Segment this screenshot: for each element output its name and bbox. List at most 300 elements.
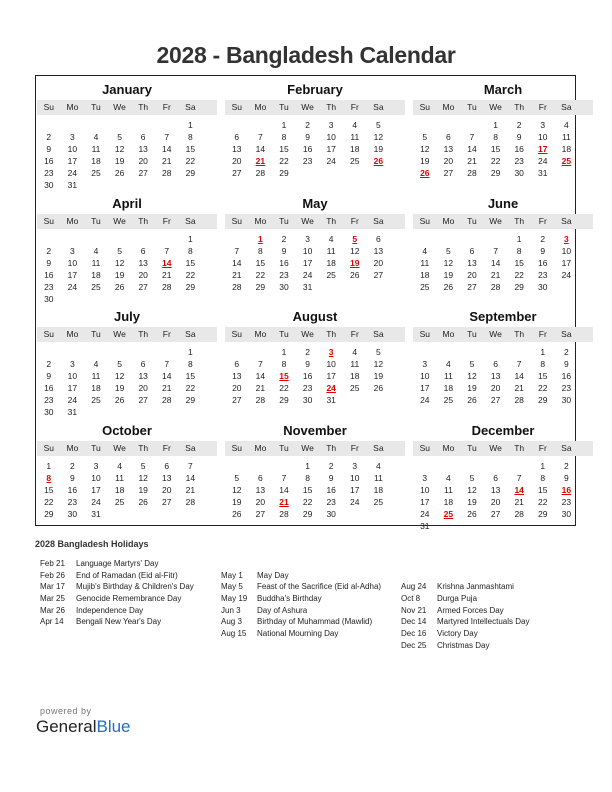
weekday-header: [37, 100, 217, 115]
day: 2: [305, 347, 310, 357]
day: 22: [279, 383, 289, 393]
holiday-column: [221, 570, 381, 640]
day: 14: [514, 371, 524, 381]
day: 30: [302, 395, 313, 405]
day: 14: [255, 144, 266, 154]
week-row: [37, 484, 217, 496]
day: 1: [187, 233, 193, 244]
day: 1: [493, 120, 498, 130]
day: 15: [44, 484, 54, 495]
day: 27: [162, 496, 172, 507]
day: 14: [279, 484, 289, 495]
day: 19: [373, 144, 384, 154]
day: 6: [375, 233, 381, 244]
logo-general: General: [36, 717, 97, 736]
month-name: April: [112, 195, 142, 211]
day: 3: [422, 359, 428, 369]
empty-day: [108, 508, 132, 520]
holiday-date: Nov 21: [401, 605, 427, 615]
empty-day: [437, 346, 461, 358]
day: 10: [67, 257, 78, 268]
day: 2: [70, 460, 75, 471]
holiday-date: Feb 26: [40, 570, 65, 580]
day: 2: [281, 233, 287, 244]
day: 17: [67, 383, 78, 393]
empty-day: [367, 167, 391, 179]
day: 5: [117, 245, 122, 256]
holiday-date: Mar 17: [40, 582, 65, 592]
day: 24: [67, 395, 78, 405]
day: 7: [493, 245, 498, 256]
day: 26: [467, 508, 477, 519]
day: 4: [93, 359, 99, 369]
day: 19: [138, 484, 148, 495]
empty-day: [37, 346, 61, 358]
day: 22: [279, 156, 289, 166]
day: 20: [443, 156, 454, 166]
day: 27: [373, 269, 384, 280]
week-row: [225, 508, 405, 520]
day: 14: [232, 257, 242, 268]
holiday-date: May 5: [221, 582, 243, 592]
day: 28: [490, 281, 501, 292]
empty-day: [367, 281, 391, 293]
week-row: [37, 358, 217, 370]
day: 19: [114, 156, 125, 166]
holiday-column: [401, 581, 529, 651]
day: 19: [467, 383, 477, 393]
day: 23: [538, 269, 548, 280]
week-row: [37, 245, 217, 257]
empty-day: [131, 346, 155, 358]
empty-day: [84, 346, 108, 358]
day: 19: [443, 269, 454, 280]
day: 24: [561, 269, 572, 280]
week-row: [413, 131, 593, 143]
day: 30: [279, 281, 289, 292]
holiday-name: Language Martyrs' Day: [76, 559, 159, 568]
day: 22: [538, 496, 548, 507]
day: 6: [140, 245, 146, 256]
day: 1: [187, 347, 193, 357]
day: 1: [540, 347, 546, 357]
week-row: [37, 155, 217, 167]
day: 29: [185, 168, 196, 178]
holiday-day: 14: [514, 484, 524, 495]
week-row: [225, 472, 405, 484]
day: 25: [326, 269, 336, 280]
calendar-grid: [35, 75, 576, 531]
day: 31: [302, 281, 313, 292]
weekday-label: Su: [43, 102, 54, 112]
weekday-label: Su: [231, 329, 242, 339]
day: 11: [443, 371, 453, 381]
empty-day: [460, 346, 484, 358]
weekday-label: We: [301, 215, 314, 226]
day: 8: [540, 359, 546, 369]
day: 11: [91, 371, 101, 381]
day: 12: [467, 371, 477, 381]
week-row: [225, 484, 405, 496]
holiday-day: 8: [46, 472, 52, 483]
day: 14: [490, 257, 501, 268]
day: 29: [490, 168, 501, 178]
weekday-label: Sa: [185, 102, 196, 112]
empty-day: [84, 233, 108, 245]
day: 28: [467, 168, 477, 178]
day: 26: [114, 168, 125, 178]
day: 3: [70, 245, 75, 256]
empty-day: [531, 520, 555, 532]
day: 23: [302, 156, 313, 166]
day: 11: [350, 359, 360, 369]
week-row: [37, 496, 217, 508]
holiday-name: End of Ramadan (Eid al-Fitr): [76, 570, 178, 580]
day: 24: [350, 496, 360, 507]
day: 31: [91, 508, 101, 519]
holiday-name: Martyred Intellectuals Day: [437, 617, 530, 627]
day: 1: [187, 120, 193, 130]
weekday-label: Tu: [279, 329, 289, 339]
day: 22: [302, 496, 313, 507]
day: 10: [91, 472, 101, 483]
day: 12: [350, 245, 360, 256]
weekday-header: [413, 327, 593, 342]
empty-day: [108, 119, 132, 131]
week-row: [413, 245, 593, 257]
day: 19: [373, 371, 384, 381]
week-row: [413, 269, 593, 281]
day: 9: [516, 132, 522, 142]
day: 26: [114, 281, 125, 292]
day: 23: [561, 496, 572, 507]
weekday-label: Fr: [350, 329, 359, 339]
day: 27: [232, 395, 242, 405]
day: 13: [255, 484, 266, 495]
day: 24: [538, 156, 548, 166]
weekday-label: Th: [326, 215, 337, 226]
day: 17: [420, 383, 430, 393]
weekday-label: Th: [138, 215, 149, 226]
day: 7: [469, 132, 475, 142]
empty-day: [179, 508, 203, 520]
day: 2: [305, 120, 310, 130]
day: 31: [326, 395, 336, 405]
day: 12: [373, 132, 384, 142]
day: 22: [185, 383, 196, 393]
day: 8: [493, 132, 498, 142]
empty-day: [413, 460, 437, 472]
month-name: September: [469, 309, 537, 324]
day: 18: [91, 156, 101, 166]
weekday-label: Mo: [66, 215, 79, 226]
weekday-label: Fr: [162, 102, 171, 112]
weekday-label: We: [113, 102, 126, 112]
holiday-day: 17: [538, 144, 548, 154]
day: 4: [422, 245, 428, 256]
day: 11: [350, 132, 360, 142]
weekday-header: [225, 441, 405, 456]
day: 3: [305, 233, 310, 244]
week-row: [225, 155, 405, 167]
week-row: [225, 370, 405, 382]
holiday-day: 25: [443, 508, 454, 519]
day: 18: [443, 496, 454, 507]
weekday-label: Fr: [350, 442, 359, 453]
week-row: [37, 394, 217, 406]
day: 17: [67, 156, 78, 166]
holiday-day: 24: [326, 383, 336, 393]
day: 15: [302, 484, 313, 495]
day: 15: [538, 371, 548, 381]
weekday-header: [37, 327, 217, 342]
empty-day: [225, 346, 249, 358]
day: 5: [117, 359, 122, 369]
day: 16: [279, 257, 289, 268]
day: 6: [493, 472, 498, 483]
holiday-item: [40, 581, 194, 593]
day: 4: [375, 460, 381, 471]
holiday-name: Feast of the Sacrifice (Eid al-Adha): [257, 582, 382, 592]
day: 7: [187, 460, 193, 471]
day: 15: [514, 257, 524, 268]
weekday-label: Tu: [91, 442, 101, 453]
weekday-label: We: [489, 102, 502, 112]
day: 28: [279, 508, 289, 519]
holiday-name: Christmas Day: [437, 640, 490, 650]
day: 21: [514, 383, 524, 393]
weekday-label: Tu: [467, 442, 477, 453]
holiday-date: Dec 14: [401, 617, 427, 627]
weekday-label: We: [489, 215, 502, 226]
day: 13: [373, 245, 384, 256]
weekday-label: Su: [231, 215, 242, 226]
day: 7: [281, 472, 287, 483]
day: 7: [516, 359, 522, 369]
day: 27: [138, 395, 148, 405]
week-row: [413, 119, 593, 131]
day: 15: [538, 484, 548, 495]
weekday-label: Tu: [279, 102, 289, 112]
weekday-label: Su: [231, 102, 242, 112]
holiday-name: Armed Forces Day: [437, 605, 504, 615]
day: 3: [540, 120, 546, 130]
day: 21: [232, 269, 242, 280]
holiday-name: Victory Day: [437, 629, 478, 639]
holiday-item: [221, 628, 381, 640]
weekday-label: Su: [43, 329, 54, 339]
empty-day: [61, 119, 85, 131]
week-row: [413, 233, 593, 245]
week-row: [225, 358, 405, 370]
empty-day: [343, 508, 367, 520]
weekday-label: Su: [231, 442, 242, 453]
day: 11: [91, 144, 101, 154]
day: 21: [185, 484, 196, 495]
weekday-label: Sa: [561, 329, 572, 339]
day: 4: [117, 460, 122, 471]
day: 12: [138, 472, 148, 483]
day: 31: [67, 407, 78, 417]
day: 5: [117, 132, 122, 142]
day: 9: [305, 132, 310, 142]
day: 29: [538, 508, 548, 519]
day: 22: [538, 383, 548, 393]
empty-day: [507, 460, 531, 472]
week-row: [225, 394, 405, 406]
month-name: December: [471, 422, 535, 438]
weekday-label: Sa: [561, 102, 572, 112]
day: 16: [44, 383, 54, 393]
day: 22: [44, 496, 54, 507]
empty-day: [131, 508, 155, 520]
day: 17: [302, 257, 313, 268]
day: 13: [467, 257, 477, 268]
day: 2: [563, 460, 569, 471]
weekday-header: [413, 100, 593, 115]
day: 18: [350, 371, 360, 381]
weekday-label: Fr: [538, 215, 547, 226]
day: 29: [185, 395, 196, 405]
holiday-date: Feb 21: [40, 559, 65, 568]
day: 25: [420, 281, 430, 292]
week-row: [37, 257, 217, 269]
day: 28: [232, 281, 242, 292]
holiday-day: 26: [373, 156, 384, 166]
holiday-date: Dec 16: [401, 629, 427, 639]
weekday-label: Mo: [254, 215, 267, 226]
day: 26: [467, 395, 477, 405]
holiday-item: [221, 581, 381, 593]
day: 28: [255, 395, 266, 405]
week-row: [413, 346, 593, 358]
day: 28: [514, 508, 524, 519]
day: 4: [328, 233, 334, 244]
day: 7: [164, 245, 170, 256]
week-row: [225, 269, 405, 281]
day: 9: [46, 257, 52, 268]
weekday-label: Fr: [350, 102, 359, 112]
day: 31: [420, 520, 430, 531]
month-name: July: [113, 309, 140, 324]
empty-day: [460, 233, 484, 245]
weekday-label: Sa: [561, 442, 572, 453]
week-row: [37, 370, 217, 382]
day: 3: [70, 132, 75, 142]
empty-day: [61, 346, 85, 358]
month-name: June: [487, 195, 519, 211]
day: 10: [326, 359, 336, 369]
day: 22: [185, 156, 196, 166]
day: 7: [516, 472, 522, 483]
month-september: [413, 303, 593, 406]
holiday-item: [40, 593, 194, 605]
day: 30: [44, 407, 54, 417]
empty-day: [507, 520, 531, 532]
day: 10: [302, 245, 313, 256]
day: 23: [561, 383, 572, 393]
day: 26: [350, 269, 360, 280]
holiday-name: Genocide Remembrance Day: [76, 594, 182, 604]
day: 20: [232, 383, 242, 393]
day: 25: [350, 383, 360, 393]
weekday-label: Mo: [254, 102, 267, 112]
holiday-name: May Day: [257, 570, 289, 580]
empty-day: [555, 520, 579, 532]
holiday-item: [401, 593, 529, 605]
empty-day: [84, 119, 108, 131]
empty-day: [484, 233, 508, 245]
week-row: [37, 131, 217, 143]
day: 25: [91, 281, 101, 292]
day: 19: [232, 496, 242, 507]
empty-day: [131, 119, 155, 131]
day: 18: [114, 484, 125, 495]
day: 6: [469, 245, 475, 256]
generalblue-logo: [36, 717, 131, 737]
month-june: [413, 190, 593, 293]
weekday-label: We: [301, 102, 314, 112]
day: 14: [162, 371, 172, 381]
day: 21: [514, 496, 524, 507]
holiday-name: Bengali New Year's Day: [76, 617, 162, 627]
day: 7: [164, 359, 170, 369]
day: 24: [91, 496, 101, 507]
day: 29: [538, 395, 548, 405]
week-row: [225, 167, 405, 179]
weekday-label: Tu: [91, 102, 101, 112]
day: 8: [187, 245, 193, 256]
day: 13: [138, 371, 148, 381]
weekday-label: Su: [43, 442, 54, 453]
empty-day: [249, 460, 273, 472]
day: 29: [279, 395, 289, 405]
weekday-label: Tu: [467, 102, 477, 112]
weekday-label: Th: [514, 329, 525, 339]
day: 9: [281, 245, 287, 256]
day: 9: [46, 371, 52, 381]
day: 13: [232, 371, 242, 381]
month-november: [225, 417, 405, 520]
day: 5: [234, 472, 240, 483]
weekday-label: Su: [419, 442, 430, 453]
day: 23: [44, 168, 54, 178]
day: 20: [232, 156, 242, 166]
holiday-item: [401, 616, 529, 628]
month-april: [37, 190, 217, 305]
empty-day: [343, 394, 367, 406]
day: 29: [279, 168, 289, 178]
holiday-day: 3: [563, 233, 569, 244]
weekday-label: Mo: [442, 102, 455, 112]
day: 15: [185, 257, 196, 268]
empty-day: [155, 508, 179, 520]
weekday-label: Sa: [561, 215, 572, 226]
empty-day: [437, 233, 461, 245]
week-row: [37, 382, 217, 394]
day: 22: [514, 269, 524, 280]
month-january: [37, 76, 217, 191]
day: 5: [422, 132, 428, 142]
day: 1: [540, 460, 546, 471]
weekday-header: [225, 100, 405, 115]
day: 12: [443, 257, 454, 268]
weekday-label: Th: [326, 329, 337, 339]
day: 16: [514, 144, 524, 154]
empty-day: [413, 119, 437, 131]
week-row: [37, 460, 217, 472]
weekday-label: Th: [514, 215, 525, 226]
